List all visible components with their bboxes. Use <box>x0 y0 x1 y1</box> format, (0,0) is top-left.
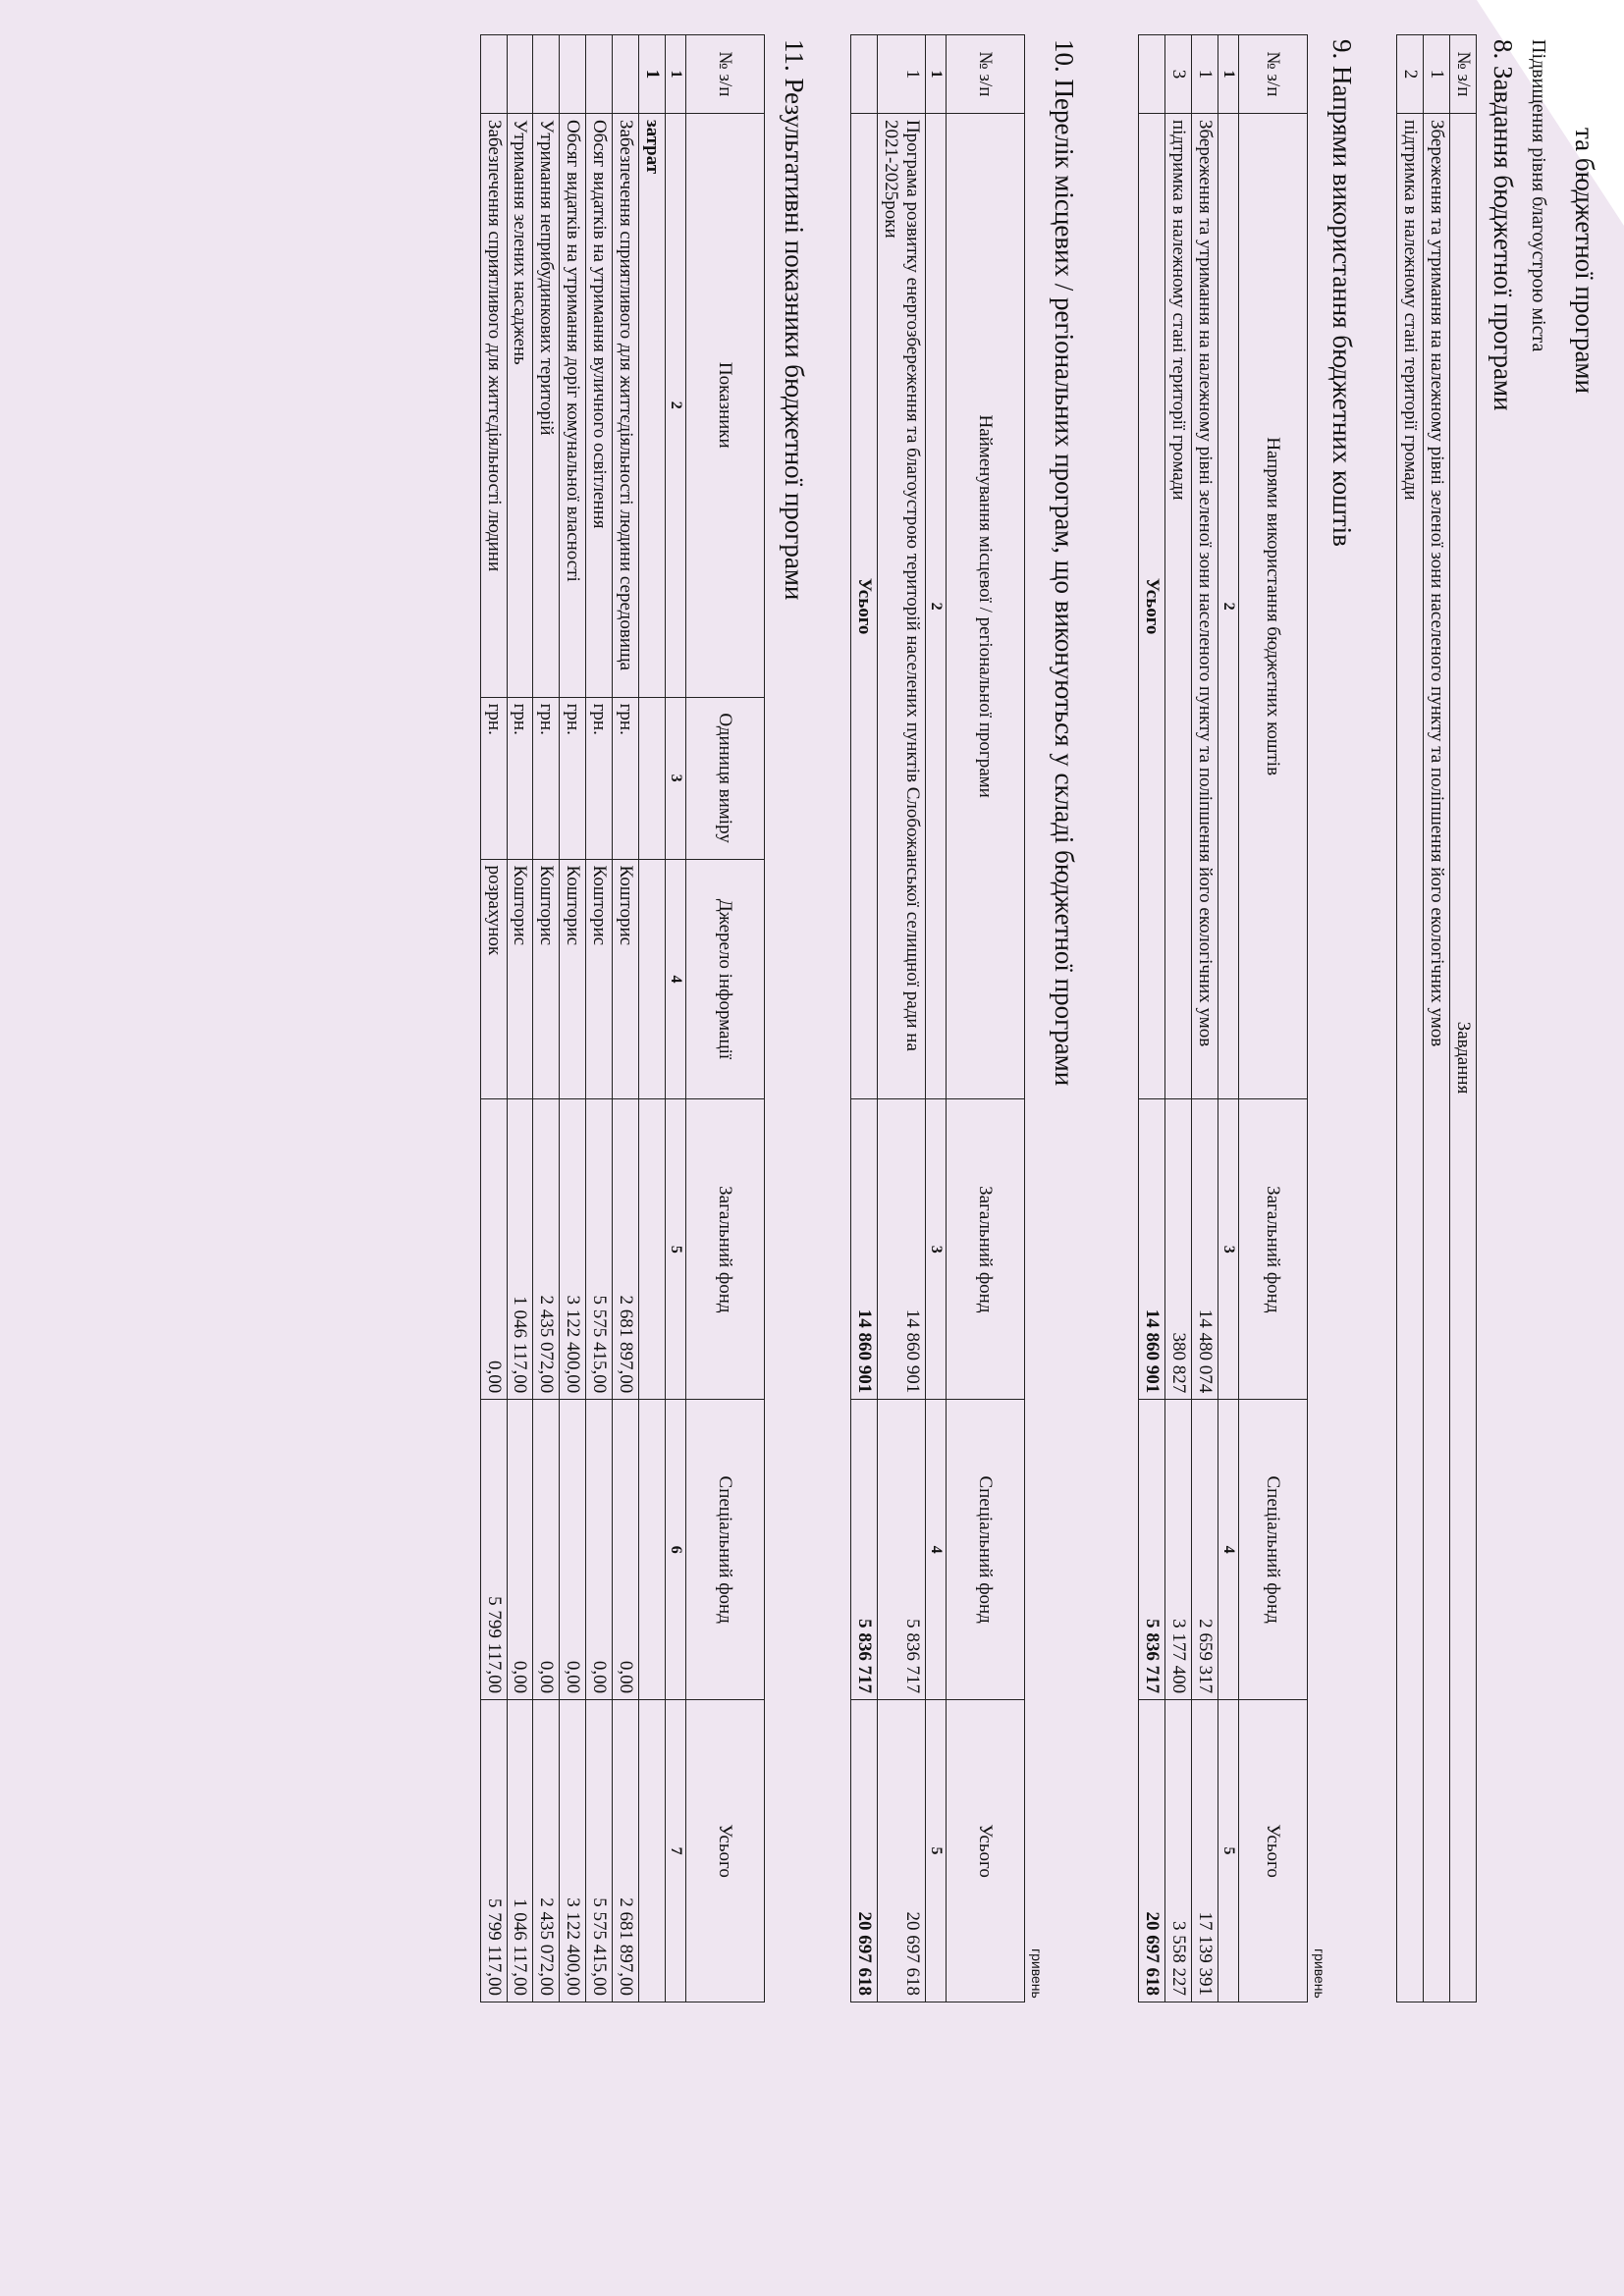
row-unit: грн. <box>612 697 638 859</box>
index-cell: 3 <box>665 697 685 859</box>
section9-row <box>1164 35 1191 2002</box>
total-label: Усього <box>851 113 878 1098</box>
section11-col-total: Усього <box>686 1700 765 2002</box>
row-no <box>560 35 586 114</box>
row-unit: грн. <box>586 697 613 859</box>
row-total: 3 122 400,00 <box>560 1700 586 2002</box>
section9-total-row <box>1139 35 1165 2002</box>
section11-col-unit: Одиниця виміру <box>686 697 765 859</box>
total-total: 20 697 618 <box>851 1700 878 2002</box>
section10-index-row <box>925 35 946 2002</box>
row-total: 3 558 227 <box>1164 1700 1191 2002</box>
section9-row <box>1191 35 1218 2002</box>
index-cell: 4 <box>925 1400 946 1700</box>
row-no <box>507 35 533 114</box>
section9-header-row <box>1239 35 1308 2002</box>
section11-row <box>507 35 533 2002</box>
section8-table <box>1396 34 1477 2002</box>
row-source: Кошторис <box>560 859 586 1099</box>
index-cell: 1 <box>665 35 685 114</box>
row-no <box>586 35 613 114</box>
row-no: 1 <box>1191 35 1218 114</box>
section9-col-no: № з/п <box>1239 35 1308 114</box>
section10-col-name: Найменування місцевої / регіональної програми <box>947 113 1025 1098</box>
row-no: 1 <box>877 35 925 114</box>
group-no: 1 <box>638 35 665 114</box>
row-special: 5 799 117,00 <box>480 1400 507 1700</box>
section9-index-row <box>1218 35 1238 2002</box>
section8-col-task: Завдання <box>1450 114 1477 2002</box>
section9-heading: 9. Напрями використання бюджетних коштів <box>1327 39 1357 547</box>
row-name: підтримка в належному стані території громади <box>1164 113 1191 1098</box>
total-general: 14 860 901 <box>1139 1099 1165 1400</box>
index-cell: 3 <box>925 1099 946 1400</box>
row-unit: грн. <box>507 697 533 859</box>
section10-header-row <box>947 35 1025 2002</box>
section11-col-special: Спеціальний фонд <box>686 1400 765 1700</box>
row-source: розрахунок <box>480 859 507 1099</box>
section10-unit: гривень <box>1029 1949 1045 1999</box>
row-general: 1 046 117,00 <box>507 1099 533 1400</box>
section8-heading: 8. Завдання бюджетної програми <box>1489 39 1518 411</box>
index-cell: 1 <box>925 35 946 114</box>
total-general: 14 860 901 <box>851 1099 878 1400</box>
index-cell: 3 <box>1218 1099 1238 1400</box>
total-empty <box>851 35 878 114</box>
row-name: Утримання неприбудинкових територій <box>533 113 560 697</box>
index-cell: 5 <box>925 1700 946 2002</box>
total-special: 5 836 717 <box>1139 1400 1165 1700</box>
row-special: 5 836 717 <box>877 1400 925 1700</box>
total-empty <box>1139 35 1165 114</box>
index-cell: 6 <box>665 1400 685 1700</box>
row-source: Кошторис <box>612 859 638 1099</box>
empty-cell <box>638 1099 665 1400</box>
section11-table <box>480 34 765 2002</box>
section9-unit: гривень <box>1312 1949 1327 1999</box>
row-name: Збереження та утримання на належному рівні зеленої зони населеного пункту та поліпшення його екологічних умов <box>1191 113 1218 1098</box>
index-cell: 5 <box>665 1099 685 1400</box>
index-cell: 7 <box>665 1700 685 2002</box>
section11-heading: 11. Результативні показники бюджетної програми <box>780 39 809 601</box>
program-goal-text: Підвищення рівня благоустрою міста <box>1528 39 1549 352</box>
row-total: 20 697 618 <box>877 1700 925 2002</box>
index-cell: 2 <box>925 113 946 1098</box>
total-total: 20 697 618 <box>1139 1700 1165 2002</box>
empty-cell <box>638 1700 665 2002</box>
row-source: Кошторис <box>507 859 533 1099</box>
section11-row <box>586 35 613 2002</box>
section8-row-task: підтримка в належному стані території громади <box>1397 114 1424 2002</box>
empty-cell <box>638 697 665 859</box>
row-general: 14 860 901 <box>877 1099 925 1400</box>
section9-col-general: Загальний фонд <box>1239 1099 1308 1400</box>
row-total: 2 681 897,00 <box>612 1700 638 2002</box>
section8-row-no: 2 <box>1397 35 1424 114</box>
row-general: 380 827 <box>1164 1099 1191 1400</box>
section11-row <box>560 35 586 2002</box>
row-special: 0,00 <box>612 1400 638 1700</box>
section11-row <box>480 35 507 2002</box>
row-name: Обсяг видатків на утримання вуличного освітлення <box>586 113 613 697</box>
row-name: Утримання зелених насаджень <box>507 113 533 697</box>
section10-heading: 10. Перелік місцевих / регіональних програм, що виконуються у складі бюджетної програми <box>1050 39 1079 1087</box>
empty-cell <box>638 1400 665 1700</box>
row-general: 2 435 072,00 <box>533 1099 560 1400</box>
index-cell: 5 <box>1218 1700 1238 2002</box>
index-cell: 1 <box>1218 35 1238 114</box>
section9-col-total: Усього <box>1239 1700 1308 2002</box>
total-special: 5 836 717 <box>851 1400 878 1700</box>
row-total: 1 046 117,00 <box>507 1700 533 2002</box>
section10-table <box>850 34 1025 2002</box>
section11-col-general: Загальний фонд <box>686 1099 765 1400</box>
section11-header-row <box>686 35 765 2002</box>
section8-header-row <box>1450 35 1477 2002</box>
section10-col-special: Спеціальний фонд <box>947 1400 1025 1700</box>
section11-col-no: № з/п <box>686 35 765 114</box>
total-label: Усього <box>1139 113 1165 1098</box>
row-name: Програма розвитку енергозбереження та благоустрою територій населених пунктів Слобожанської селищної ради на 2021-2025роки <box>877 113 925 1098</box>
section8-row-task: Збереження та утримання на належному рівні зеленої зони населеного пункту та поліпшення його екологічних умов <box>1424 114 1450 2002</box>
section8-col-no: № з/п <box>1450 35 1477 114</box>
section10-total-row <box>851 35 878 2002</box>
row-special: 0,00 <box>586 1400 613 1700</box>
row-special: 0,00 <box>560 1400 586 1700</box>
row-general: 5 575 415,00 <box>586 1099 613 1400</box>
row-general: 0,00 <box>480 1099 507 1400</box>
section10-col-general: Загальний фонд <box>947 1099 1025 1400</box>
row-total: 5 799 117,00 <box>480 1700 507 2002</box>
row-name: Забезпечення сприятливого для життєдіяльності людини <box>480 113 507 697</box>
row-total: 2 435 072,00 <box>533 1700 560 2002</box>
group-name: затрат <box>638 113 665 697</box>
index-cell: 4 <box>1218 1400 1238 1700</box>
row-name: Забезпечення сприятливого для життєдіяльності людини середовища <box>612 113 638 697</box>
section11-index-row <box>665 35 685 2002</box>
row-general: 2 681 897,00 <box>612 1099 638 1400</box>
row-special: 0,00 <box>507 1400 533 1700</box>
empty-cell <box>638 859 665 1099</box>
row-source: Кошторис <box>586 859 613 1099</box>
section11-group-row <box>638 35 665 2002</box>
row-total: 17 139 391 <box>1191 1700 1218 2002</box>
row-unit: грн. <box>560 697 586 859</box>
section9-col-name: Напрями використання бюджетних коштів <box>1239 113 1308 1098</box>
row-unit: грн. <box>533 697 560 859</box>
row-special: 2 659 317 <box>1191 1400 1218 1700</box>
section8-row <box>1397 35 1424 2002</box>
row-unit: грн. <box>480 697 507 859</box>
section11-col-source: Джерело інформації <box>686 859 765 1099</box>
section10-row <box>877 35 925 2002</box>
index-cell: 2 <box>1218 113 1238 1098</box>
row-total: 5 575 415,00 <box>586 1700 613 2002</box>
section11-row <box>612 35 638 2002</box>
index-cell: 2 <box>665 113 685 697</box>
row-no: 3 <box>1164 35 1191 114</box>
index-cell: 4 <box>665 859 685 1099</box>
section10-col-total: Усього <box>947 1700 1025 2002</box>
row-general: 14 480 074 <box>1191 1099 1218 1400</box>
row-special: 0,00 <box>533 1400 560 1700</box>
row-name: Обсяг видатків на утримання доріг комунальної власності <box>560 113 586 697</box>
row-source: Кошторис <box>533 859 560 1099</box>
row-special: 3 177 400 <box>1164 1400 1191 1700</box>
section9-table <box>1138 34 1308 2002</box>
section11-row <box>533 35 560 2002</box>
row-no <box>612 35 638 114</box>
section8-row-no: 1 <box>1424 35 1450 114</box>
section10-col-no: № з/п <box>947 35 1025 114</box>
program-title-fragment: та бюджетної програми <box>1570 128 1599 394</box>
row-no <box>533 35 560 114</box>
row-no <box>480 35 507 114</box>
row-general: 3 122 400,00 <box>560 1099 586 1400</box>
section8-row <box>1424 35 1450 2002</box>
section9-col-special: Спеціальний фонд <box>1239 1400 1308 1700</box>
section11-col-name: Показники <box>686 113 765 697</box>
